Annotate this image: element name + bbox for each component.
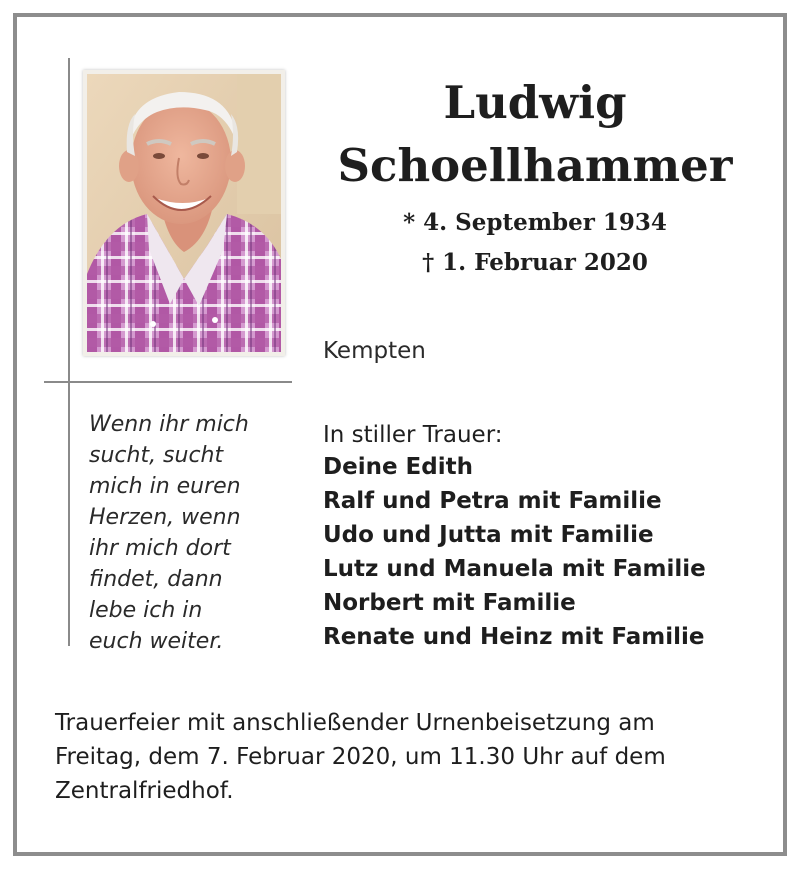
cross-horizontal-line — [44, 381, 292, 383]
mourner-name: Deine Edith — [323, 454, 473, 480]
mourners-intro: In stiller Trauer: — [323, 422, 503, 448]
mourner-name: Lutz und Manuela mit Familie — [323, 556, 706, 582]
quote-line: lebe ich in — [89, 598, 203, 623]
quote-line: ihr mich dort — [89, 536, 231, 561]
deceased-last-name: Schoellhammer — [337, 139, 733, 192]
residence-place: Kempten — [323, 338, 426, 364]
mourner-name: Norbert mit Familie — [323, 590, 576, 616]
birth-date: * 4. September 1934 — [403, 209, 667, 236]
quote-line: Wenn ihr mich — [89, 412, 249, 437]
mourner-name: Udo und Jutta mit Familie — [323, 522, 654, 548]
mourners-list — [323, 420, 706, 654]
funeral-service-info — [55, 706, 775, 808]
mourner-name: Ralf und Petra mit Familie — [323, 488, 662, 514]
service-line: Freitag, dem 7. Februar 2020, um 11.30 Uhr auf dem — [55, 744, 666, 770]
memorial-quote — [89, 409, 289, 657]
quote-line: mich in euren — [89, 474, 241, 499]
quote-line: findet, dann — [89, 567, 223, 592]
service-line: Zentralfriedhof. — [55, 778, 234, 804]
portrait-photo — [83, 70, 285, 356]
mourner-name: Renate und Heinz mit Familie — [323, 624, 705, 650]
quote-line: Herzen, wenn — [89, 505, 241, 530]
deceased-first-name: Ludwig — [443, 76, 627, 129]
quote-line: euch weiter. — [89, 629, 224, 654]
death-date: † 1. Februar 2020 — [422, 249, 648, 276]
cross-vertical-line — [68, 58, 70, 646]
quote-line: sucht, sucht — [89, 443, 224, 468]
service-line: Trauerfeier mit anschließender Urnenbeisetzung am — [55, 710, 655, 736]
